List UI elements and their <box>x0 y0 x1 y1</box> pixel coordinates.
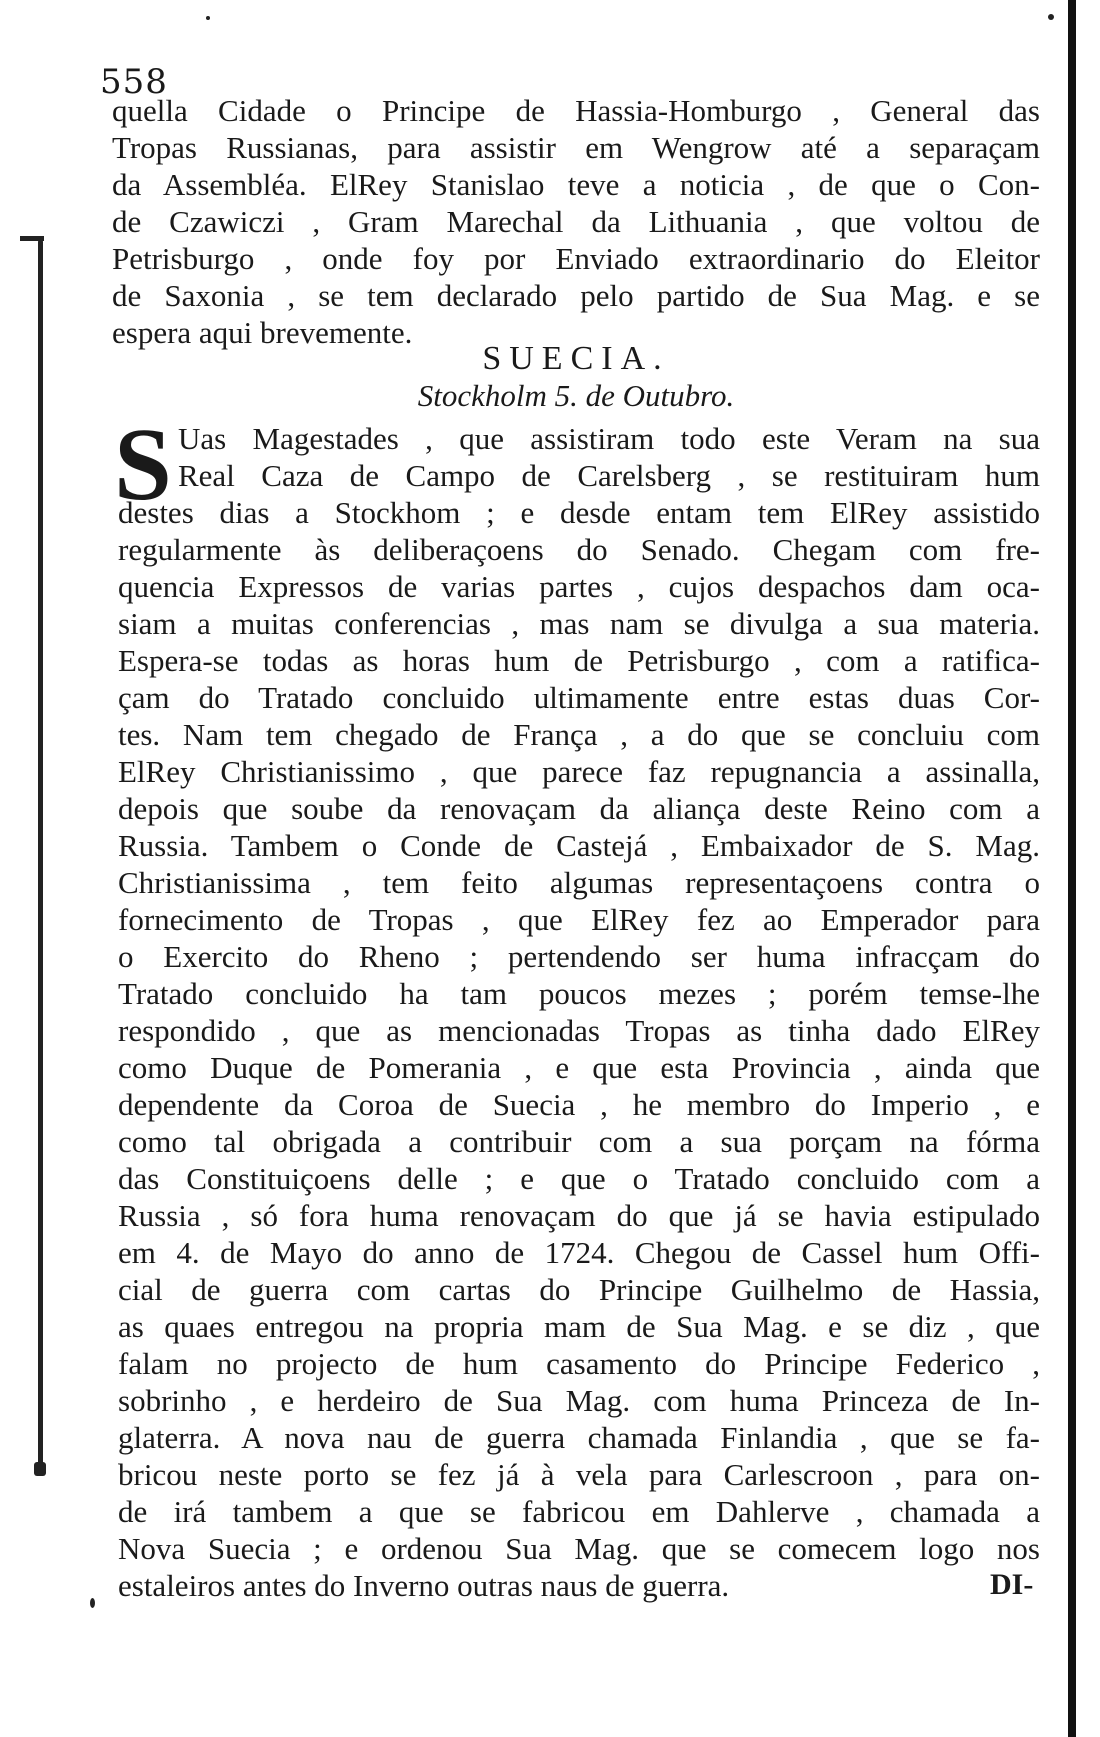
left-margin-rule-foot <box>34 1462 46 1476</box>
body-line: Real Caza de Campo de Carelsberg , se restituiram hum <box>178 458 1040 493</box>
body-line: das Constituiçoens delle ; e que o Tratado concluido com a <box>118 1161 1040 1196</box>
body-line: Russia. Tambem o Conde de Castejá , Embaixador de S. Mag. <box>118 828 1040 863</box>
body-line: cial de guerra com cartas do Principe Guilhelmo de Hassia, <box>118 1272 1040 1307</box>
catchword: DI- <box>990 1568 1034 1601</box>
intro-line: Petrisburgo , onde foy por Enviado extraordinario do Eleitor <box>112 241 1040 276</box>
intro-line: de Saxonia , se tem declarado pelo partido de Sua Mag. e se <box>112 278 1040 313</box>
intro-line: da Assembléa. ElRey Stanislao teve a noticia , de que o Con- <box>112 167 1040 202</box>
body-line: quencia Expressos de varias partes , cujos despachos dam oca- <box>118 569 1040 604</box>
ink-speck <box>90 1598 95 1608</box>
dateline: Stockholm 5. de Outubro. <box>417 378 735 413</box>
body-line: Espera-se todas as horas hum de Petrisburgo , com a ratifica- <box>118 643 1040 678</box>
body-line: Christianissima , tem feito algumas representaçoens contra o <box>118 865 1040 900</box>
ink-speck <box>1048 14 1054 20</box>
body-line: regularmente às deliberaçoens do Senado. Chegam com fre- <box>118 532 1040 567</box>
body-line: ElRey Christianissimo , que parece faz repugnancia a assinalla, <box>118 754 1040 789</box>
body-line: Russia , só fora huma renovaçam do que já se havia estipulado <box>118 1198 1040 1233</box>
body-line: como tal obrigada a contribuir com a sua porçam na fórma <box>118 1124 1040 1159</box>
body-line: destes dias a Stockhom ; e desde entam tem ElRey assistido <box>118 495 1040 530</box>
ink-speck <box>206 16 210 20</box>
body-line: Tratado concluido ha tam poucos mezes ; porém temse-lhe <box>118 976 1040 1011</box>
body-line: çam do Tratado concluido ultimamente entre estas duas Cor- <box>118 680 1040 715</box>
body-line: em 4. de Mayo do anno de 1724. Chegou de Cassel hum Offi- <box>118 1235 1040 1270</box>
body-line: falam no projecto de hum casamento do Principe Federico , <box>118 1346 1040 1381</box>
right-border-rule <box>1068 0 1076 1737</box>
body-line: respondido , que as mencionadas Tropas as tinha dado ElRey <box>118 1013 1040 1048</box>
body-line: glaterra. A nova nau de guerra chamada Finlandia , que se fa- <box>118 1420 1040 1455</box>
body-line: de irá tambem a que se fabricou em Dahlerve , chamada a <box>118 1494 1040 1529</box>
body-line: o Exercito do Rheno ; pertendendo ser huma infracçam do <box>118 939 1040 974</box>
body-line: Nova Suecia ; e ordenou Sua Mag. que se comecem logo nos <box>118 1531 1040 1566</box>
intro-line: Tropas Russianas, para assistir em Wengrow até a separaçam <box>112 130 1040 165</box>
intro-line: quella Cidade o Principe de Hassia-Homburgo , General das <box>112 93 1040 128</box>
body-line: estaleiros antes do Inverno outras naus de guerra. <box>118 1568 730 1603</box>
body-line: dependente da Coroa de Suecia , he membro do Imperio , e <box>118 1087 1040 1122</box>
drop-cap-initial: S <box>114 407 172 522</box>
section-heading: SUECIA. <box>482 340 670 377</box>
body-line: tes. Nam tem chegado de França , a do que se concluiu com <box>118 717 1040 752</box>
body-line: as quaes entregou na propria mam de Sua Mag. e se diz , que <box>118 1309 1040 1344</box>
body-line: siam a muitas conferencias , mas nam se divulga a sua materia. <box>118 606 1040 641</box>
article-body <box>118 420 1040 1604</box>
intro-paragraph <box>112 92 1040 351</box>
left-margin-rule <box>38 240 43 1470</box>
body-line: Uas Magestades , que assistiram todo este Veram na sua <box>178 421 1040 456</box>
intro-line: de Czawiczi , Gram Marechal da Lithuania , que voltou de <box>112 204 1040 239</box>
body-line: sobrinho , e herdeiro de Sua Mag. com huma Princeza de In- <box>118 1383 1040 1418</box>
body-line: fornecimento de Tropas , que ElRey fez ao Emperador para <box>118 902 1040 937</box>
body-line: como Duque de Pomerania , e que esta Provincia , ainda que <box>118 1050 1040 1085</box>
intro-line: espera aqui brevemente. <box>112 315 413 350</box>
page-number: 558 <box>100 62 168 102</box>
body-line: depois que soube da renovaçam da aliança deste Reino com a <box>118 791 1040 826</box>
body-line: bricou neste porto se fez já à vela para Carlescroon , para on- <box>118 1457 1040 1492</box>
